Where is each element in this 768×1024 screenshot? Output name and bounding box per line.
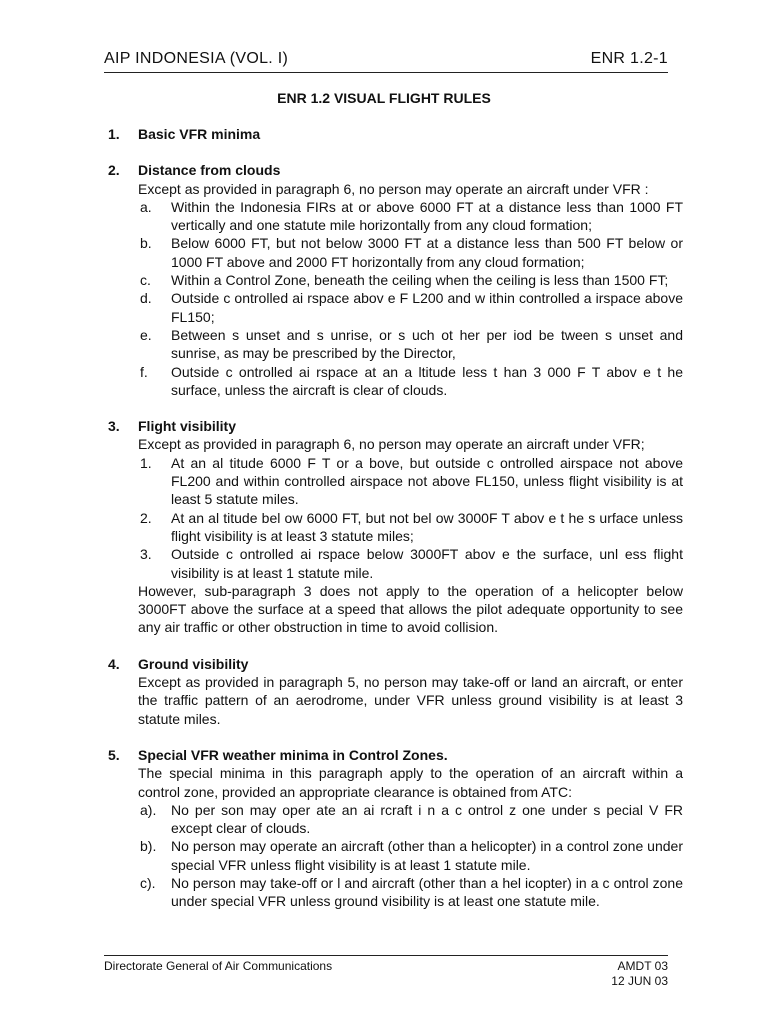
section-5 [108,746,683,911]
list-item [138,874,683,911]
list-item [138,509,683,546]
list-item-marker: e. [140,326,152,343]
footer-authority: Directorate General of Air Communications [104,959,333,973]
section-heading [108,746,683,764]
header-page-ref: ENR 1.2-1 [590,50,668,67]
list-item-text: No person may take-off or l and aircraft (other than a hel icopter) in a c ontrol zone under special VFR unless ground visibility is at least one statute mile. [171,874,683,910]
section-number: 2. [108,162,120,179]
section-heading-text: Basic VFR minima [138,126,261,142]
section-note: However, sub-paragraph 3 does not apply to the operation of a helicopter below 3000FT above the surface at a speed that allows the pilot adequate opportunity to see any air traffic or other obstruction in time to avoid collision. [138,582,683,636]
document-title: ENR 1.2 VISUAL FLIGHT RULES [277,90,491,106]
section-number: 1. [108,126,120,142]
section-heading-text: Special VFR weather minima in Control Zones. [138,746,448,763]
document-body [108,125,683,929]
list-item-marker: b. [140,235,152,252]
section-heading-text: Distance from clouds [138,162,281,179]
list-item-text: Below 6000 FT, but not below 3000 FT at a distance less than 500 FT below or 1000 FT above and 2000 FT horizontally from any cloud formation; [171,235,683,270]
section-number: 4. [108,655,120,672]
list-item-text: Within the Indonesia FIRs at or above 6000 FT at a distance less than 1000 FT vertically and one statute mile horizontally from any cloud formation; [171,198,683,234]
list-item [138,234,683,271]
list-item [138,198,683,235]
list-item-marker: 1. [140,454,152,471]
list-item-text: At an al titude 6000 F T or a bove, but outside c ontrolled airspace not above FL200 and within controlled airspace not above FL150, unless flight visibility is at least 5 statute miles. [171,454,683,508]
section-item-list [108,454,683,582]
list-item-marker: c. [140,272,151,289]
list-item [138,271,683,289]
list-item-text: Within a Control Zone, beneath the ceiling when the ceiling is less than 1500 FT; [171,272,669,289]
list-item-text: Outside c ontrolled ai rspace abov e F L200 and w ithin controlled a irspace above FL150; [171,290,683,325]
page-header [104,50,668,73]
list-item-text: Outside c ontrolled ai rspace at an a ltitude less t han 3 000 F T abov e t he surface, unless the aircraft is clear of clouds. [171,363,683,398]
list-item [138,326,683,363]
list-item-text: Between s unset and s unrise, or s uch ot her per iod be tween s unset and sunrise, as may be prescribed by the Director, [171,326,683,362]
list-item [138,837,683,874]
list-item [138,545,683,582]
list-item-marker: a). [140,801,157,818]
section-2 [108,161,683,399]
section-item-list [108,198,683,399]
section-heading [108,655,683,673]
footer-amendment-number: AMDT 03 [617,959,668,973]
list-item-text: Outside c ontrolled ai rspace below 3000FT abov e the surface, unl ess flight visibility is at least 1 statute mile. [171,546,683,581]
section-intro: Except as provided in paragraph 6, no person may operate an aircraft under VFR; [138,436,645,453]
section-item-list [108,801,683,911]
list-item [138,454,683,509]
section-intro: Except as provided in paragraph 6, no person may operate an aircraft under VFR : [138,180,649,197]
header-publication: AIP INDONESIA (VOL. I) [104,50,289,67]
section-1 [108,125,683,143]
section-intro: Except as provided in paragraph 5, no person may take-off or land an aircraft, or enter the traffic pattern of an aerodrome, under VFR unless ground visibility is at least 3 statute miles. [138,674,683,727]
footer-amendment-date: 12 JUN 03 [611,974,668,988]
list-item-marker: b). [140,838,157,855]
list-item-text: At an al titude bel ow 6000 FT, but not bel ow 3000F T abov e t he s urface unless flight visibility is at least 3 statute miles; [171,509,683,544]
section-intro: The special minima in this paragraph apply to the operation of an aircraft within a control zone, provided an appropriate clearance is obtained from ATC: [138,765,683,800]
section-heading-text: Flight visibility [138,418,237,435]
list-item-marker: 3. [140,546,152,563]
section-heading-text: Ground visibility [138,655,249,672]
page-footer [104,955,668,988]
section-4 [108,655,683,728]
section-number: 5. [108,746,120,763]
list-item-marker: a. [140,198,152,215]
section-number: 3. [108,418,120,435]
section-3 [108,417,683,637]
list-item-marker: d. [140,290,152,307]
list-item-marker: f. [140,363,148,380]
list-item [138,363,683,400]
list-item-marker: c). [140,874,156,891]
list-item-text: No per son may oper ate an ai rcraft i n a c ontrol z one under s pecial V FR except clear of clouds. [171,801,683,837]
list-item-text: No person may operate an aircraft (other than a helicopter) in a control zone under special VFR unless flight visibility is at least 1 statute mile. [171,838,683,873]
footer-amendment [611,959,668,989]
list-item [138,801,683,838]
section-heading [108,417,683,435]
list-item [138,289,683,326]
section-heading [108,161,683,179]
list-item-marker: 2. [140,509,152,526]
section-heading [108,125,683,143]
